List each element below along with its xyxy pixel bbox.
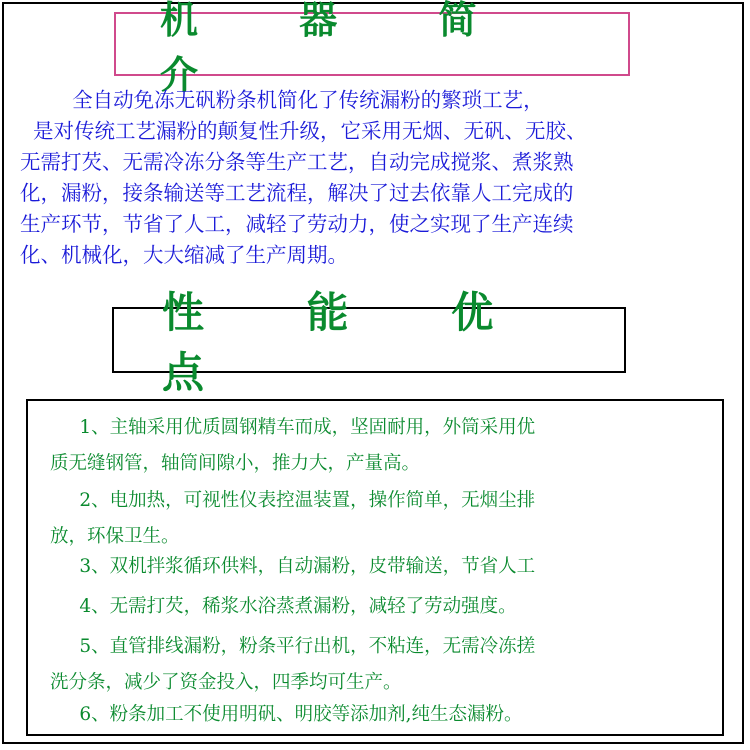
feature-item-1: [50, 410, 535, 482]
feature-line: 5、直管排线漏粉，粉条平行出机，不粘连，无需冷冻搓: [50, 636, 536, 657]
feature-line: 1、主轴采用优质圆钢精车而成，坚固耐用，外筒采用优: [50, 417, 536, 438]
feature-line: 洗分条，减少了资金投入，四季均可生产。: [50, 672, 402, 693]
feature-line: 2、电加热，可视性仪表控温装置，操作简单，无烟尘排: [50, 490, 536, 511]
feature-item-4: [50, 589, 517, 625]
feature-item-2: [50, 483, 535, 555]
machine-intro-text: [20, 85, 730, 271]
feature-line: 3、双机拌浆循环供料，自动漏粉，皮带输送，节省人工: [50, 556, 536, 577]
feature-line: 6、粉条加工不使用明矾、明胶等添加剂,纯生态漏粉。: [50, 704, 523, 725]
feature-item-5: [50, 629, 535, 701]
intro-line: 生产环节，节省了人工，减轻了劳动力，使之实现了生产连续: [20, 212, 574, 236]
feature-line: 放，环保卫生。: [50, 526, 180, 547]
intro-line: 全自动免冻无矾粉条机简化了传统漏粉的繁琐工艺，: [20, 88, 544, 112]
intro-line: 化，漏粉，接条输送等工艺流程，解决了过去依靠人工完成的: [20, 181, 574, 205]
feature-line: 质无缝钢管，轴筒间隙小，推力大，产量高。: [50, 453, 421, 474]
intro-line: 无需打芡、无需冷冻分条等生产工艺，自动完成搅浆、煮浆熟: [20, 150, 574, 174]
machine-intro-title: 机 器 简 介: [114, 12, 630, 76]
intro-line: 化、机械化，大大缩减了生产周期。: [20, 243, 348, 267]
intro-line: 是对传统工艺漏粉的颠复性升级，它采用无烟、无矾、无胶、: [20, 119, 587, 143]
features-box: [26, 399, 724, 736]
features-title: 性 能 优 点: [112, 307, 626, 373]
feature-item-6: [50, 697, 523, 733]
feature-item-3: [50, 549, 535, 585]
feature-line: 4、无需打芡，稀浆水浴蒸煮漏粉，减轻了劳动强度。: [50, 596, 517, 617]
